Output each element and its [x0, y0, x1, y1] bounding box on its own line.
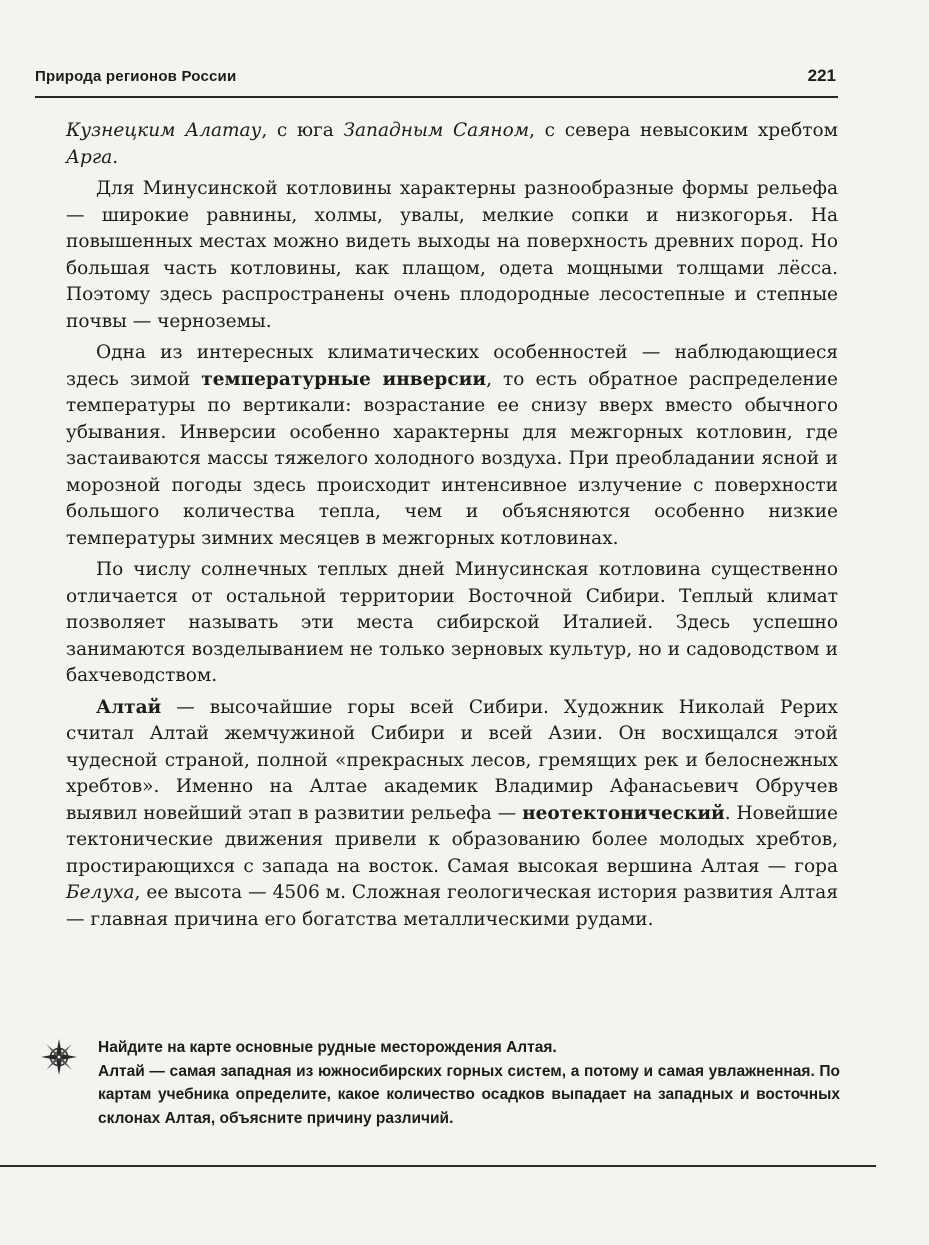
running-header: [35, 66, 838, 98]
text-span: .: [112, 146, 119, 168]
compass-rose-icon: [40, 1038, 78, 1076]
task-text: [98, 1036, 840, 1130]
term-belukha: Белуха: [66, 882, 135, 903]
paragraph-5: [66, 695, 838, 934]
bottom-divider: [0, 1165, 876, 1167]
term-west-sayan: Западным Саяном: [343, 120, 530, 141]
main-text: [66, 118, 838, 938]
paragraph-3: [66, 340, 838, 552]
term-neotectonic: неотектонический: [522, 802, 725, 824]
term-kuznetsk-alatau: Кузнецким Алатау: [66, 120, 262, 141]
term-arga: Арга: [66, 146, 113, 168]
page-number: 221: [807, 66, 836, 85]
paragraph-4: По числу солнечных теплых дней Минусинская котловина существенно отличается от остальной территории Восточной Сибири. Теплый климат позволяет называть эти места сибирской Италией. Здесь успешно занимаются возделыванием не только зерновых культур, но и садоводством и бахчеводством.: [66, 559, 838, 686]
task-question-1: Найдите на карте основные рудные месторождения Алтая.: [98, 1039, 557, 1056]
text-span: Одна из интересных климатических особенностей — наблюдающиеся здесь зимой: [66, 342, 838, 390]
running-header-title: Природа регионов России: [35, 68, 237, 85]
text-span: . Новейшие тектонические движения привели к образованию более молодых хребтов, простирающихся с запада на восток. Самая высокая вершина Алтая — гора: [66, 802, 838, 877]
text-span: , с севера невысоким хребтом: [529, 120, 838, 141]
text-span: — высочайшие горы всей Сибири. Художник Николай Рерих считал Алтай жемчужиной Сибири и всей Азии. Он восхищался этой чудесной страной, полной «прекрасных лесов, гремящих рек и белоснежных хребтов». Именно на Алтае академик Владимир Афанасьевич Обручев выявил новейший этап в развитии рельефа —: [66, 696, 838, 824]
paragraph-2: Для Минусинской котловины характерны разнообразные формы рельефа — широкие равнины, холмы, увалы, мелкие сопки и низкогорья. На повышенных местах можно видеть выходы на поверхность древних пород. Но большая часть котловины, как плащом, одета мощными толщами лёсса. Поэтому здесь распространены очень плодородные лесостепные и степные почвы — черноземы.: [66, 178, 838, 332]
text-span: , с юга: [261, 120, 344, 141]
term-altai: Алтай: [96, 696, 162, 718]
text-span: , ее высота — 4506 м. Сложная геологическая история развития Алтая — главная причина его богатства металлическими рудами.: [66, 882, 838, 930]
text-span: , то есть обратное распределение температуры по вертикали: возрастание ее снизу вверх вместо обычного убывания. Инверсии особенно характерны для межгорных котловин, где застаиваются массы тяжелого холодного воздуха. При преобладании ясной и морозной погоды здесь происходит интенсивное излучение с поверхности большого количества тепла, чем и объясняются особенно низкие температуры зимних месяцев в межгорных котловинах.: [66, 368, 839, 549]
term-temperature-inversions: температурные инверсии: [201, 368, 487, 390]
paragraph-1: [66, 118, 838, 171]
task-question-2: Алтай — самая западная из южносибирских горных систем, а потому и самая увлажненная. По картам учебника определите, какое количество осадков выпадает на западных и восточных склонах Алтая, объясните причину различий.: [98, 1062, 840, 1127]
